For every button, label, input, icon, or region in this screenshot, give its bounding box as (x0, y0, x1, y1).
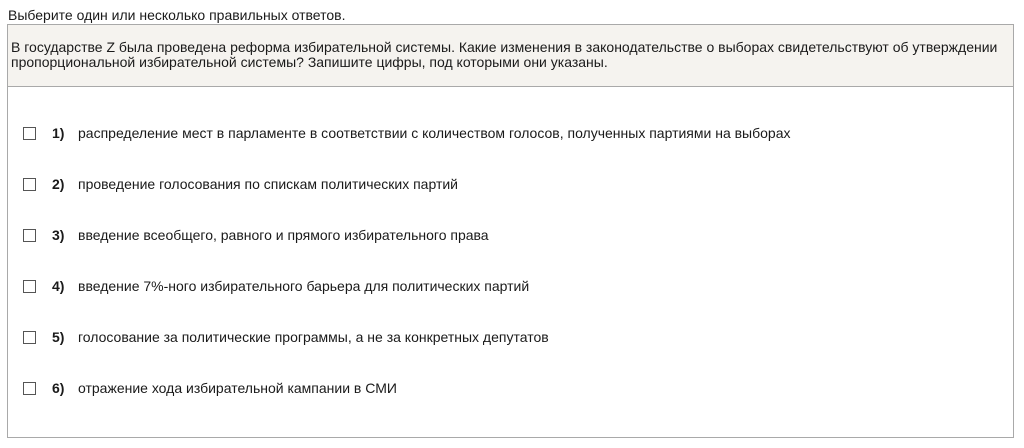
option-6-number: 6) (52, 380, 65, 396)
option-5-checkbox[interactable] (23, 331, 36, 344)
question-card (7, 24, 1014, 438)
option-6-checkbox[interactable] (23, 382, 36, 395)
option-3[interactable] (23, 225, 489, 245)
option-1-checkbox[interactable] (23, 127, 36, 140)
options-list (8, 87, 1013, 437)
option-2[interactable] (23, 174, 458, 194)
option-6-label: отражение хода избирательной кампании в СМИ (78, 380, 397, 396)
option-4[interactable] (23, 276, 529, 296)
option-2-number: 2) (52, 176, 65, 192)
option-3-checkbox[interactable] (23, 229, 36, 242)
option-5-label: голосование за политические программы, а не за конкретных депутатов (78, 329, 549, 345)
option-1-number: 1) (52, 125, 65, 141)
instruction-text: Выберите один или несколько правильных ответов. (8, 7, 346, 23)
option-1[interactable] (23, 123, 791, 143)
option-3-number: 3) (52, 227, 65, 243)
option-6[interactable] (23, 378, 397, 398)
option-3-label: введение всеобщего, равного и прямого избирательного права (78, 227, 489, 243)
option-2-label: проведение голосования по спискам политических партий (78, 176, 459, 192)
option-5-number: 5) (52, 329, 65, 345)
option-2-checkbox[interactable] (23, 178, 36, 191)
option-4-checkbox[interactable] (23, 280, 36, 293)
option-4-number: 4) (52, 278, 65, 294)
option-5[interactable] (23, 327, 549, 347)
question-text: В государстве Z была проведена реформа избирательной системы. Какие изменения в законодательстве о выборах свидетельствуют об утверждении пропорциональной избирательной системы? Запишите цифры, под которыми они указаны. (8, 25, 1013, 87)
option-1-label: распределение мест в парламенте в соответствии с количеством голосов, полученных партиями на выборах (78, 125, 791, 141)
option-4-label: введение 7%-ного избирательного барьера для политических партий (78, 278, 530, 294)
